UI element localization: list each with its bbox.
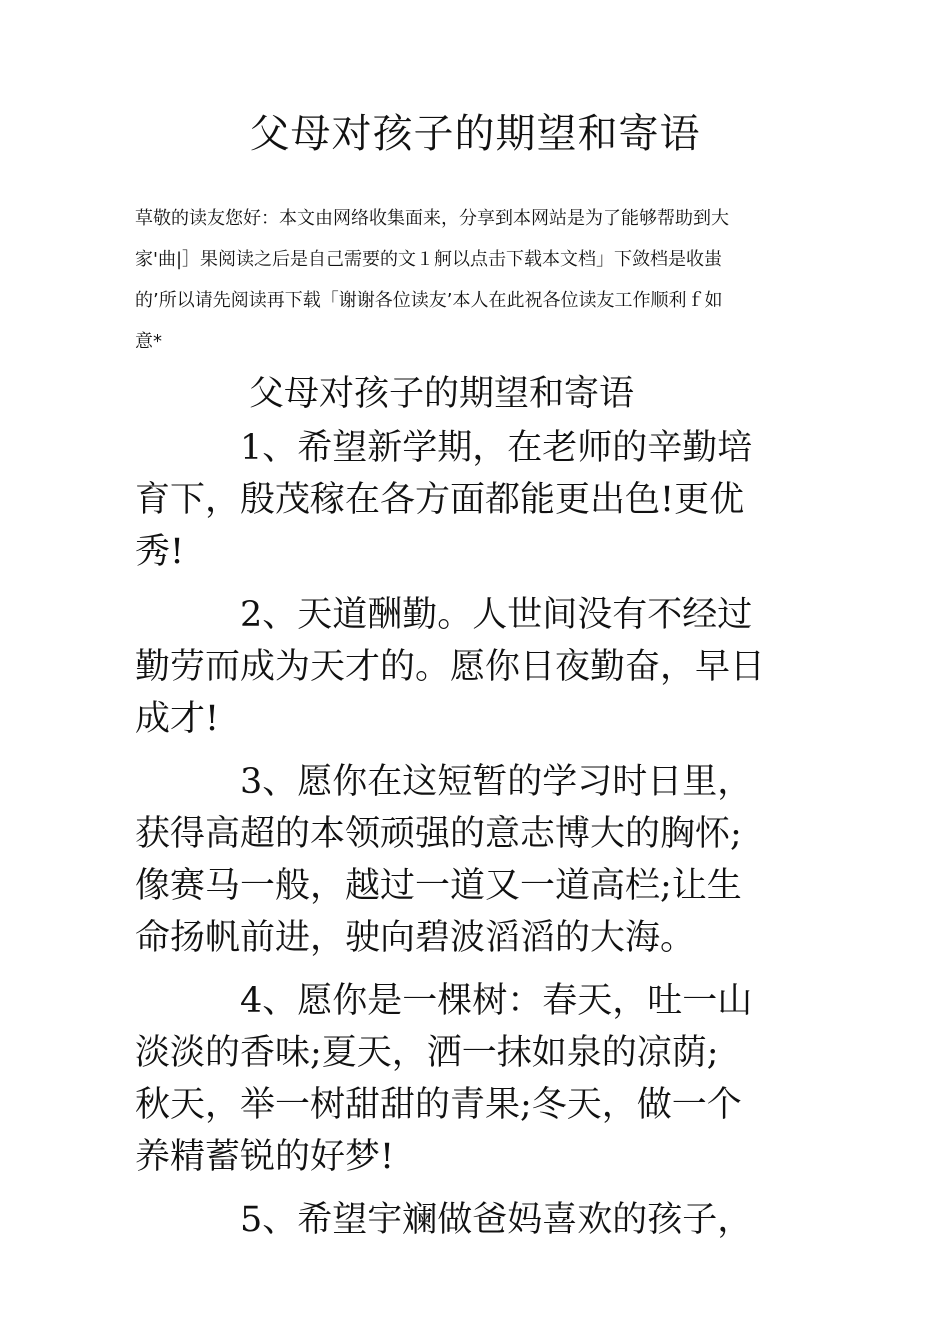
paragraph-line: 勤劳而成为天才的。愿你日夜勤奋，早日 [135, 647, 766, 687]
document-title: 父母对孩子的期望和寄语 [249, 111, 701, 157]
paragraph-line: 秋天，举一树甜甜的青果;冬天，做一个 [135, 1085, 742, 1125]
paragraph-line: 像赛马一般，越过一道又一道高栏;让生 [135, 866, 742, 906]
notice-line: 的’所以请先阅读再下载「谢谢各位读友’本人在此祝各位读友工作顺利ｆ如 [135, 290, 723, 311]
paragraph-line: 1、希望新学期，在老师的辛勤培 [240, 428, 753, 468]
paragraph-line: 养精蓄锐的好梦! [135, 1137, 395, 1177]
paragraph-line: 5、希望宇斓做爸妈喜欢的孩子， [240, 1200, 753, 1240]
document-body [135, 368, 830, 1257]
content-title: 父母对孩子的期望和寄语 [249, 374, 635, 414]
paragraph-line: 获得高超的本领顽强的意志博大的胸怀; [135, 814, 742, 854]
download-notice [135, 198, 825, 362]
paragraph-line: 4、愿你是一棵树：春天，吐一山 [240, 981, 753, 1021]
paragraph-2 [135, 589, 830, 745]
paragraph-line: 成才! [135, 699, 220, 739]
paragraph-line: 2、天道酬勤。人世间没有不经过 [240, 595, 753, 635]
paragraph-line: 秀! [135, 532, 185, 572]
paragraph-5 [135, 1194, 830, 1246]
paragraph-line: 3、愿你在这短暂的学习时日里， [240, 762, 753, 802]
paragraph-1 [135, 422, 830, 578]
notice-line: 家'曲|］果阅读之后是自己需要的文１舸以点击下载本文档」下敛档是收蚩 [135, 249, 723, 270]
paragraph-line: 淡淡的香味;夏天，洒一抹如泉的凉荫; [135, 1033, 719, 1073]
notice-line: 意* [135, 331, 162, 352]
paragraph-3 [135, 756, 830, 964]
notice-line: 草敬的读友您好：本文由网络收集面来，分享到本网站是为了能够帮助到大 [135, 208, 729, 229]
paragraph-4 [135, 975, 830, 1183]
paragraph-line: 命扬帆前进，驶向碧波滔滔的大海。 [135, 918, 696, 958]
paragraph-line: 育下，殷茂稼在各方面都能更出色!更优 [135, 480, 745, 520]
